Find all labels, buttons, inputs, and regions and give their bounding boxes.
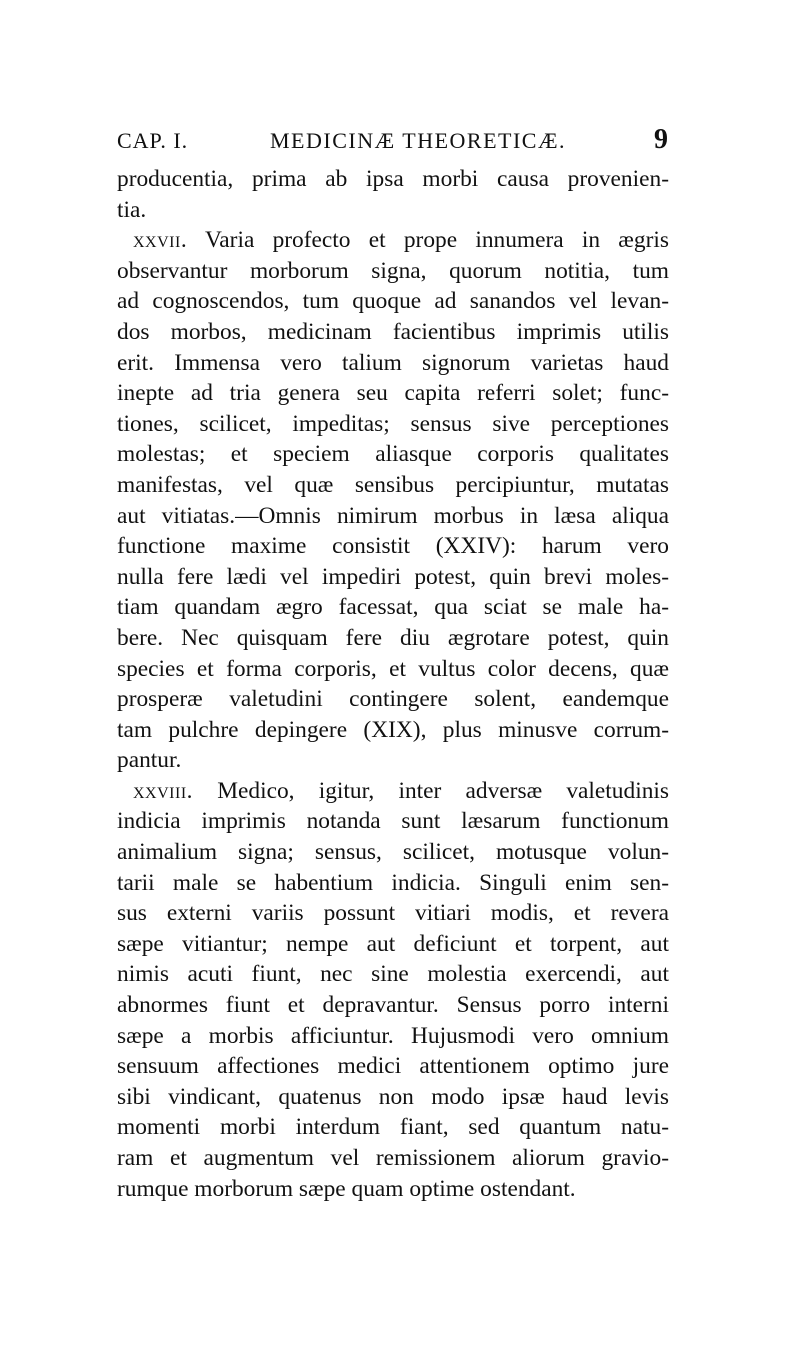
text-line: abnormes fiunt et depravantur. Sensus porro interni — [117, 992, 669, 1019]
running-title: MEDICINÆ THEORETICÆ. — [269, 128, 567, 153]
text-line: functione maxime consistit (XXIV): harum vero — [117, 533, 669, 560]
text-line: tarii male se habentium indicia. Singuli enim sen- — [117, 869, 669, 896]
text-line: observantur morborum signa, quorum notitia, tum — [117, 257, 669, 284]
text-line: ad cognoscendos, tum quoque ad sanandos vel levan- — [117, 288, 669, 315]
page-number: 9 — [654, 124, 669, 155]
text-line: erit. Immensa vero talium signorum varietas haud — [117, 349, 669, 376]
text-line: ram et augmentum vel remissionem aliorum gravio- — [117, 1145, 669, 1171]
text-line — [117, 225, 669, 256]
text-line: bere. Nec quisquam fere diu ægrotare potest, quin — [117, 624, 669, 651]
text-line: molestas; et speciem aliasque corporis qualitates — [117, 441, 669, 468]
text-line: tam pulchre depingere (XIX), plus minusve corrum- — [117, 716, 669, 743]
text-line: momenti morbi interdum fiant, sed quantum natu- — [117, 1114, 669, 1141]
text-line: sus externi variis possunt vitiari modis, et revera — [117, 900, 669, 927]
text-line: tia. — [117, 196, 147, 223]
text-line-content: Medico, igitur, inter adversæ valetudinis — [217, 777, 669, 804]
text-line: dos morbos, medicinam facientibus imprimis utilis — [117, 318, 669, 345]
text-line: indicia imprimis notanda sunt læsarum functionum — [117, 808, 669, 835]
text-line: sæpe a morbis afficiuntur. Hujusmodi vero omnium — [117, 1022, 669, 1049]
text-line-content: Varia profecto et prope innumera in ægris — [204, 227, 669, 254]
paragraph-continuation — [117, 164, 669, 225]
text-line: pantur. — [117, 747, 182, 774]
body-text — [117, 164, 669, 1204]
text-line: species et forma corporis, et vultus color decens, quæ — [117, 655, 669, 682]
chapter-label: CAP. I. — [117, 128, 189, 153]
text-line: tiones, scilicet, impeditas; sensus sive perceptiones — [117, 410, 669, 437]
text-line: tiam quandam ægro facessat, qua sciat se male ha- — [117, 594, 669, 621]
text-line: manifestas, vel quæ sensibus percipiuntur, mutatas — [117, 471, 669, 498]
text-line: sensuum affectiones medici attentionem optimo jure — [117, 1053, 669, 1080]
paragraph-xxviii — [117, 776, 669, 1204]
text-line: rumque morborum sæpe quam optime ostendant. — [117, 1175, 576, 1202]
text-line: inepte ad tria genera seu capita referri solet; func- — [117, 380, 669, 407]
text-line: nimis acuti fiunt, nec sine molestia exercendi, aut — [117, 961, 669, 988]
text-line: producentia, prima ab ipsa morbi causa provenien- — [117, 166, 669, 192]
text-line: nulla fere lædi vel impediri potest, quin brevi moles- — [117, 563, 669, 590]
section-numeral: xxvii. — [133, 227, 188, 254]
text-line: animalium signa; sensus, scilicet, motusque volun- — [117, 839, 669, 866]
text-line: prosperæ valetudini contingere solent, eandemque — [117, 686, 669, 713]
section-numeral: xxviii. — [133, 777, 193, 804]
paragraph-xxvii — [117, 225, 669, 776]
text-line: sæpe vitiantur; nempe aut deficiunt et torpent, aut — [117, 930, 669, 957]
text-line: sibi vindicant, quatenus non modo ipsæ haud levis — [117, 1083, 669, 1110]
text-line: aut vitiatas.—Omnis nimirum morbus in læsa aliqua — [117, 502, 669, 529]
running-head — [117, 124, 669, 162]
text-line — [117, 776, 669, 807]
